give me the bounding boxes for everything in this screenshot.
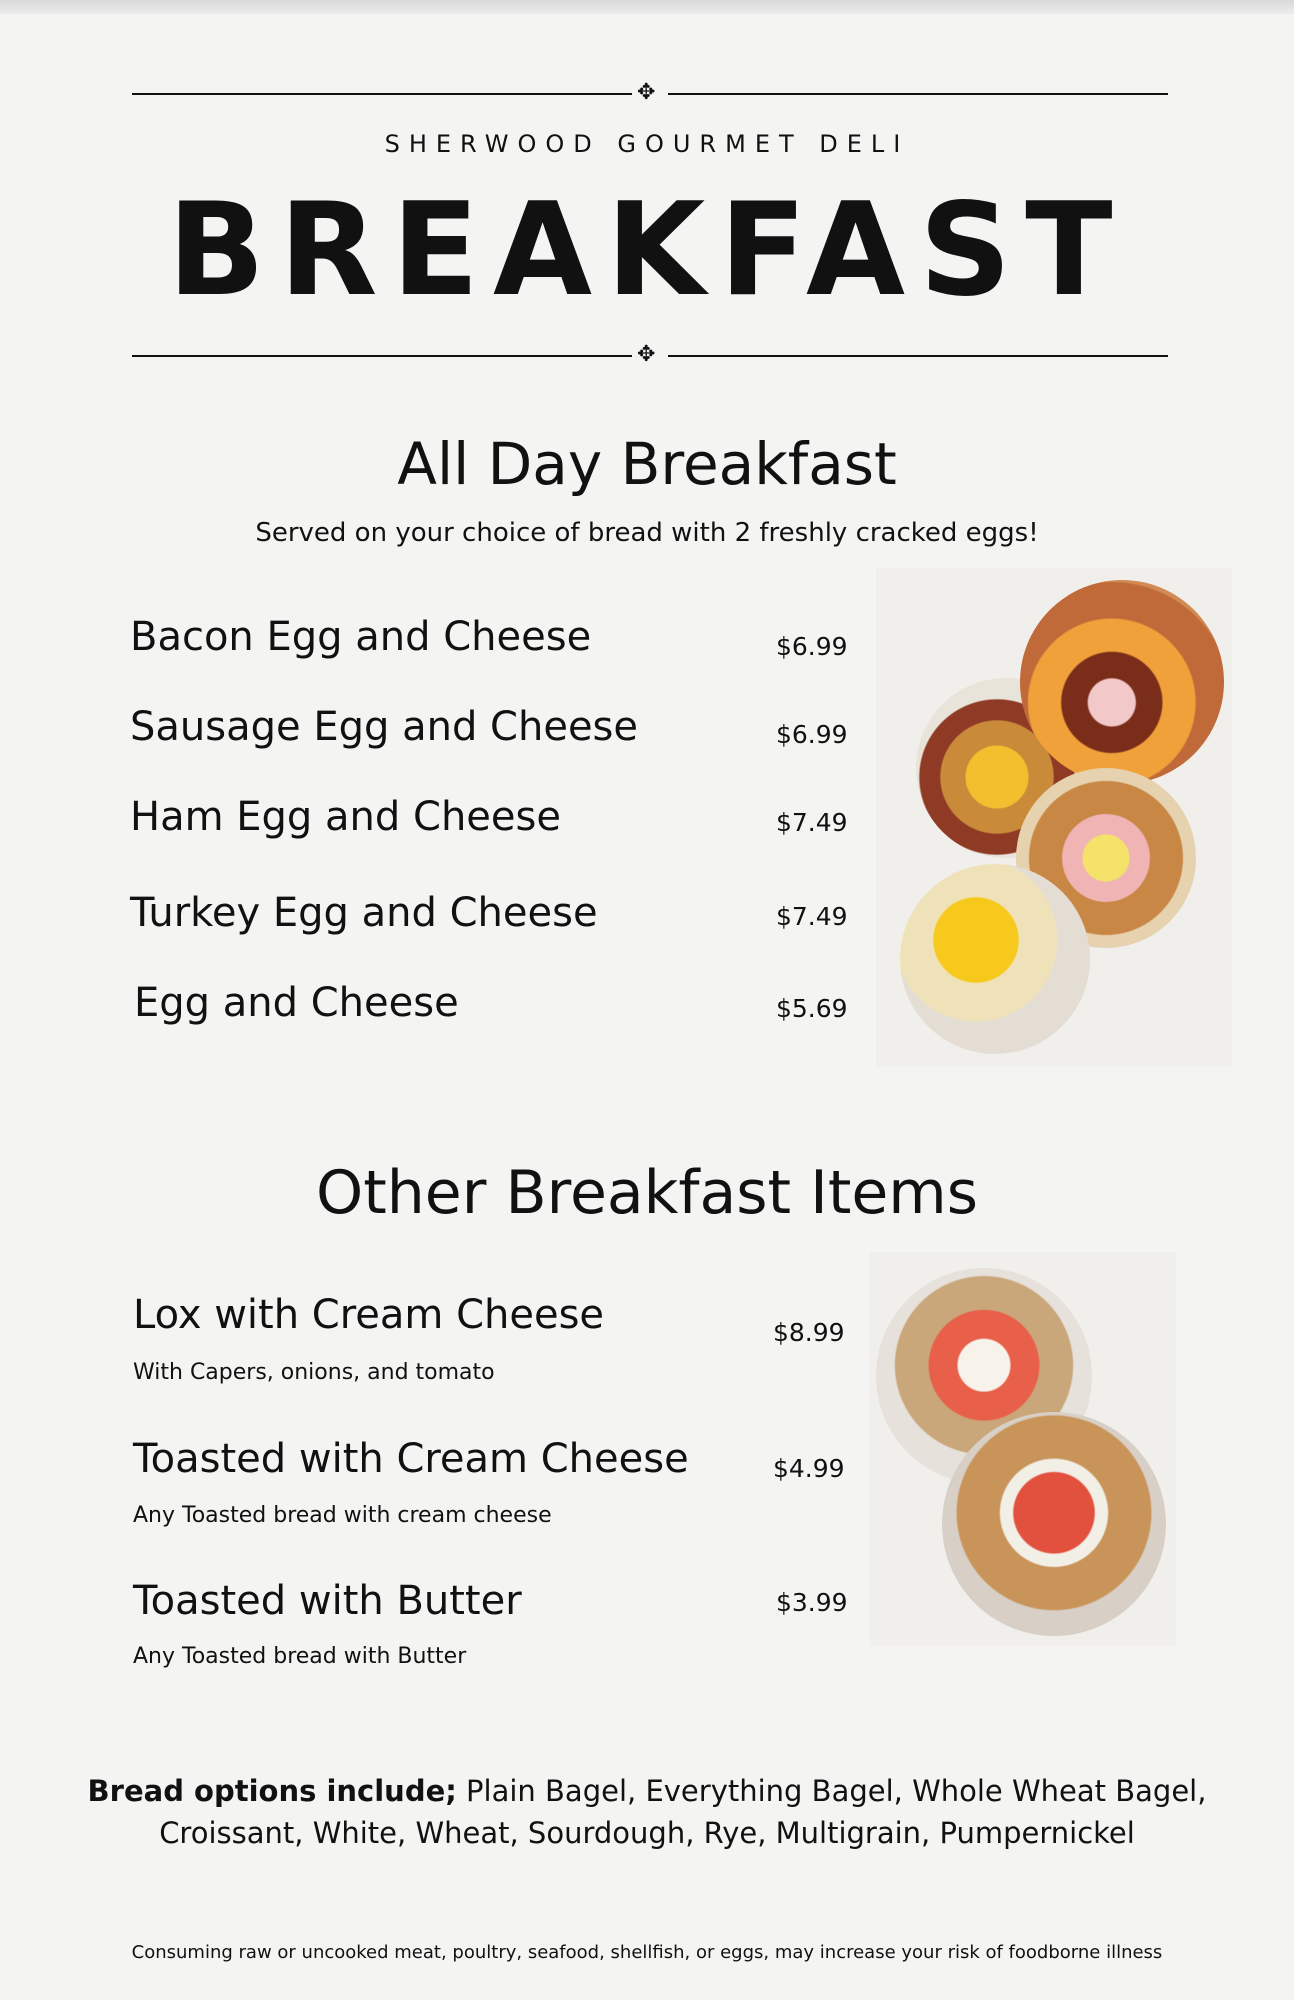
menu-item-price: $4.99 bbox=[773, 1454, 845, 1483]
menu-item-name: Bacon Egg and Cheese bbox=[130, 614, 592, 660]
section-heading-all-day: All Day Breakfast bbox=[397, 430, 897, 498]
menu-item-description: Any Toasted bread with cream cheese bbox=[133, 1503, 552, 1528]
food-safety-notice: Consuming raw or uncooked meat, poultry, seafood, shellfish, or eggs, may increase your risk of foodborne illness bbox=[131, 1942, 1163, 1963]
menu-item-name: Turkey Egg and Cheese bbox=[130, 890, 598, 936]
ornament-icon: ✥ bbox=[637, 342, 656, 367]
bread-options-list: Plain Bagel, Everything Bagel, Whole Wheat Bagel, Croissant, White, Wheat, Sourdough, Rye, Multigrain, Pumpernickel bbox=[159, 1774, 1207, 1850]
salmon-bagel-image bbox=[942, 1412, 1166, 1636]
breakfast-sandwich-photo bbox=[876, 568, 1232, 1066]
bagel-photo bbox=[870, 1252, 1176, 1646]
section-heading-other: Other Breakfast Items bbox=[316, 1158, 978, 1228]
menu-item-price: $7.49 bbox=[776, 902, 848, 931]
menu-item-name: Sausage Egg and Cheese bbox=[130, 704, 639, 750]
menu-title: BREAKFAST bbox=[167, 176, 1127, 325]
menu-item-name: Ham Egg and Cheese bbox=[130, 794, 561, 840]
menu-item-price: $6.99 bbox=[776, 720, 848, 749]
bacon-bagel-image bbox=[1020, 580, 1224, 784]
menu-item-price: $5.69 bbox=[776, 994, 848, 1023]
menu-item-price: $6.99 bbox=[776, 632, 848, 661]
ornament-icon: ✥ bbox=[637, 80, 656, 105]
restaurant-name: SHERWOOD GOURMET DELI bbox=[384, 130, 910, 158]
bread-options bbox=[0, 1770, 1294, 1854]
menu-item-description: With Capers, onions, and tomato bbox=[133, 1360, 495, 1385]
page-top-edge bbox=[0, 0, 1294, 14]
menu-item-name: Lox with Cream Cheese bbox=[133, 1292, 605, 1338]
menu-item-price: $7.49 bbox=[776, 808, 848, 837]
menu-item-name: Toasted with Cream Cheese bbox=[133, 1436, 689, 1482]
egg-cheese-sandwich-image bbox=[900, 864, 1090, 1054]
menu-item-price: $3.99 bbox=[776, 1588, 848, 1617]
menu-item-name: Toasted with Butter bbox=[133, 1578, 522, 1624]
menu-item-name: Egg and Cheese bbox=[134, 980, 459, 1026]
title-divider bbox=[132, 344, 1168, 368]
menu-item-description: Any Toasted bread with Butter bbox=[133, 1644, 467, 1669]
menu-item-price: $8.99 bbox=[773, 1318, 845, 1347]
bread-options-label: Bread options include; bbox=[87, 1774, 457, 1808]
top-divider bbox=[132, 82, 1168, 106]
section-subheading: Served on your choice of bread with 2 freshly cracked eggs! bbox=[255, 518, 1039, 548]
